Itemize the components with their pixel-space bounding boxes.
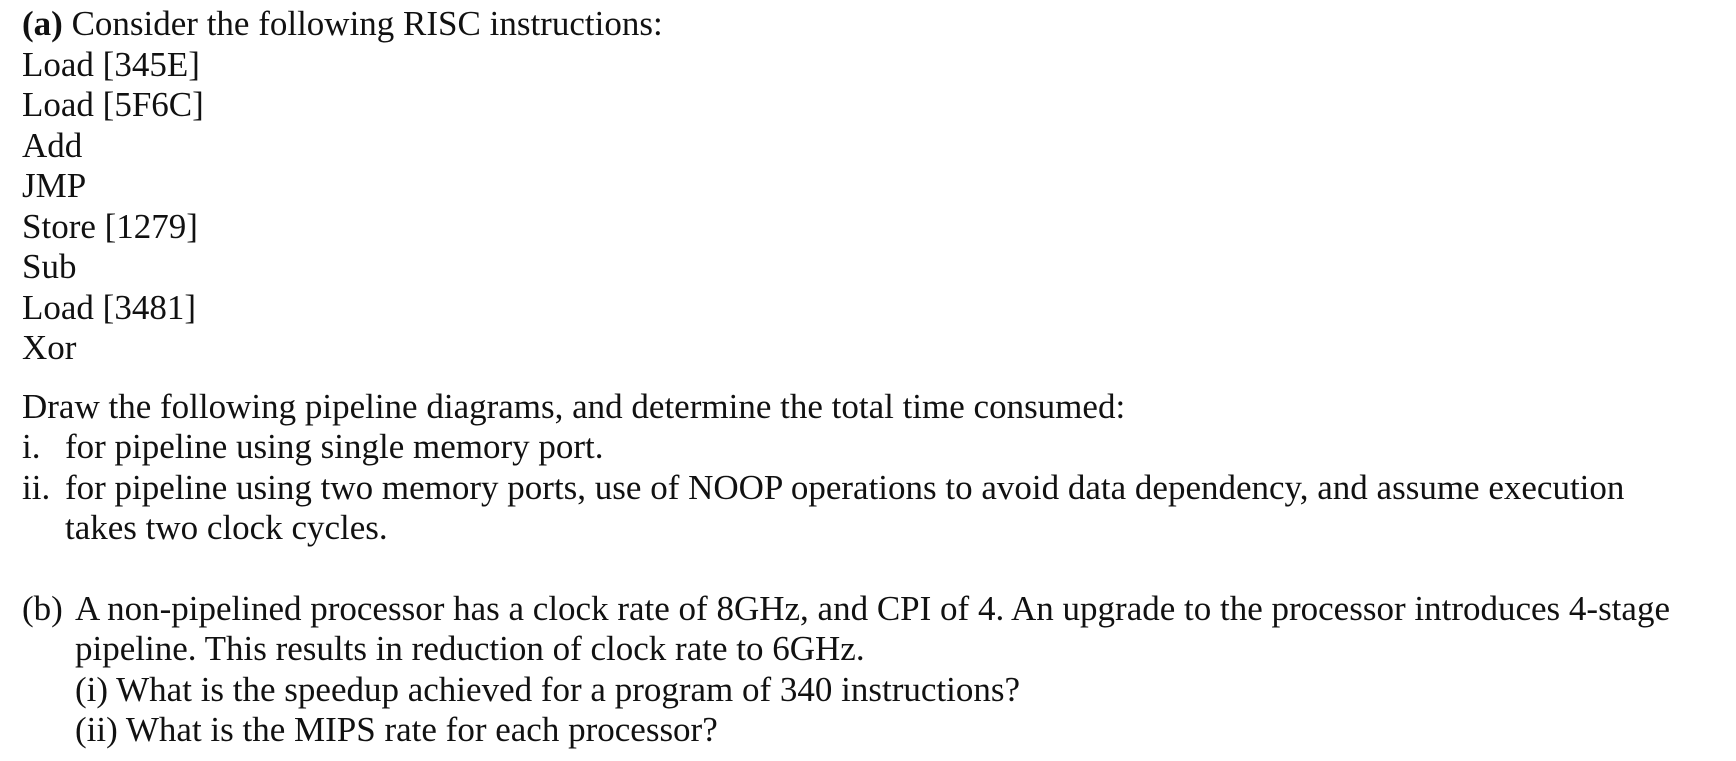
subitem-marker: ii. xyxy=(22,467,51,507)
instruction-item: Add xyxy=(22,125,83,165)
subitem-text: takes two clock cycles. xyxy=(65,508,388,547)
instruction-item: Sub xyxy=(22,247,77,286)
subitem-marker: i. xyxy=(22,427,41,466)
instruction-item: Store [1279] xyxy=(22,206,198,246)
part-b-question-i: (i) What is the speedup achieved for a program of 340 instructions? xyxy=(75,669,1021,709)
subitem-text: for pipeline using two memory ports, use of NOOP operations to avoid data dependency, and assume execution xyxy=(65,467,1625,507)
part-b xyxy=(22,589,1722,751)
part-b-text: pipeline. This results in reduction of clock rate to 6GHz. xyxy=(75,629,865,668)
exam-question xyxy=(22,4,1722,751)
part-b-question-ii: (ii) What is the MIPS rate for each processor? xyxy=(75,710,718,749)
part-a-heading xyxy=(22,4,1722,45)
part-b-label: (b) xyxy=(22,588,63,628)
instruction-list xyxy=(22,45,1722,369)
task-statement: Draw the following pipeline diagrams, and determine the total time consumed: xyxy=(22,386,1126,426)
part-a-intro: Consider the following RISC instructions: xyxy=(62,4,663,43)
subitem-text: for pipeline using single memory port. xyxy=(65,427,604,466)
task-subitems xyxy=(22,427,1722,549)
part-b-text: A non-pipelined processor has a clock rate of 8GHz, and CPI of 4. An upgrade to the processor introduces 4-stage xyxy=(75,588,1670,628)
part-a-label: (a) xyxy=(22,4,63,43)
instruction-item: Xor xyxy=(22,328,77,367)
instruction-item: JMP xyxy=(22,166,87,205)
subitem-i xyxy=(22,427,1722,468)
instruction-item: Load [5F6C] xyxy=(22,85,204,124)
instruction-item: Load [345E] xyxy=(22,44,200,84)
instruction-item: Load [3481] xyxy=(22,287,196,327)
subitem-ii xyxy=(22,468,1722,549)
